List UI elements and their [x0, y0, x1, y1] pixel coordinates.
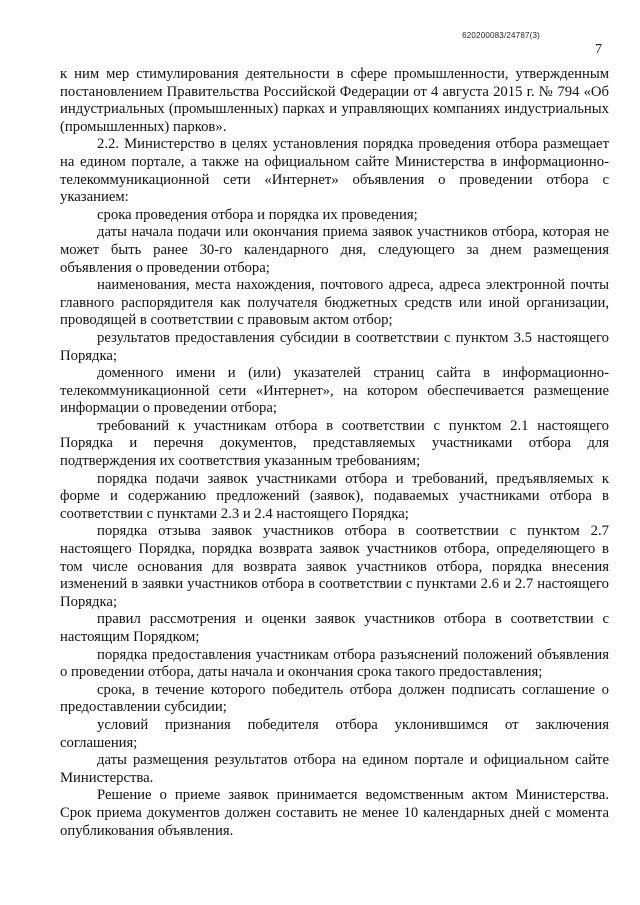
list-item-results-publication: даты размещения результатов отбора на едином портале и официальном сайте Министерства. [60, 752, 609, 786]
paragraph-decision: Решение о приеме заявок принимается ведомственным актом Министерства. Срок приема документов должен составить не менее 10 календарных дней с момента опубликования объявления. [60, 787, 609, 839]
list-item-application-dates: даты начала подачи или окончания приема заявок участников отбора, которая не может быть ранее 30-го календарного дня, следующего за днем размещения объявления о проведении отбора; [60, 224, 609, 276]
document-body [60, 66, 609, 840]
page-number: 7 [595, 42, 602, 57]
list-item-agreement-deadline: срока, в течение которого победитель отбора должен подписать соглашение о предоставлении субсидии; [60, 681, 609, 716]
list-item-participant-requirements: требований к участникам отбора в соответствии с пунктом 2.1 настоящего Порядка и перечня документов, представляемых участниками отбора для подтверждения их соответствия указанным требованиям; [60, 417, 609, 470]
list-item-clarifications: порядка предоставления участникам отбора разъяснений положений объявления о проведении отбора, даты начала и окончания срока такого предоставления; [60, 646, 609, 681]
list-item-evaluation-rules: правил рассмотрения и оценки заявок участников отбора в соответствии с настоящим Порядком; [60, 611, 609, 645]
list-item-application-procedure: порядка подачи заявок участниками отбора и требований, предъявляемых к форме и содержанию предложений (заявок), подаваемых участниками отбора в соответствии с пунктами 2.3 и 2.4 настоящего Порядка; [60, 470, 609, 522]
list-item-domain-name: доменного имени и (или) указателей страниц сайта в информационно-телекоммуникационной сети «Интернет», на котором обеспечивается размещение информации о проведении отбора; [60, 365, 609, 417]
list-item-organizer-contacts: наименования, места нахождения, почтового адреса, адреса электронной почты главного распорядителя как получателя бюджетных средств или иной организации, проводящей в соответствии с правовым актом отбор; [60, 277, 609, 329]
list-item-withdrawal-procedure: порядка отзыва заявок участников отбора в соответствии с пунктом 2.7 настоящего Порядка, порядка возврата заявок участников отбора, определяющего в том числе основания для возврата заявок участников отбора, порядка внесения изменений в заявки участников отбора в соответствии с пунктами 2.6 и 2.7 настоящего Порядка; [60, 523, 609, 610]
list-item-selection-period: срока проведения отбора и порядка их проведения; [97, 206, 418, 223]
paragraph-section-2-2: 2.2. Министерство в целях установления порядка проведения отбора размещает на едином портале, а также на официальном сайте Министерства в информационно-телекоммуникационной сети «Интернет» объявления о проведении отбора с указанием: [60, 136, 609, 206]
document-number: 620200083/24787(3) [462, 31, 540, 40]
list-item-subsidy-results: результатов предоставления субсидии в соответствии с пунктом 3.5 настоящего Порядка; [60, 329, 609, 364]
paragraph-continuation: к ним мер стимулирования деятельности в сфере промышленности, утвержденным постановлением Правительства Российской Федерации от 4 августа 2015 г. № 794 «Об индустриальных (промышленных) парках и управляющих компаниях индустриальных (промышленных) парков». [60, 66, 609, 135]
list-item-evasion-conditions: условий признания победителя отбора уклонившимся от заключения соглашения; [60, 716, 609, 751]
